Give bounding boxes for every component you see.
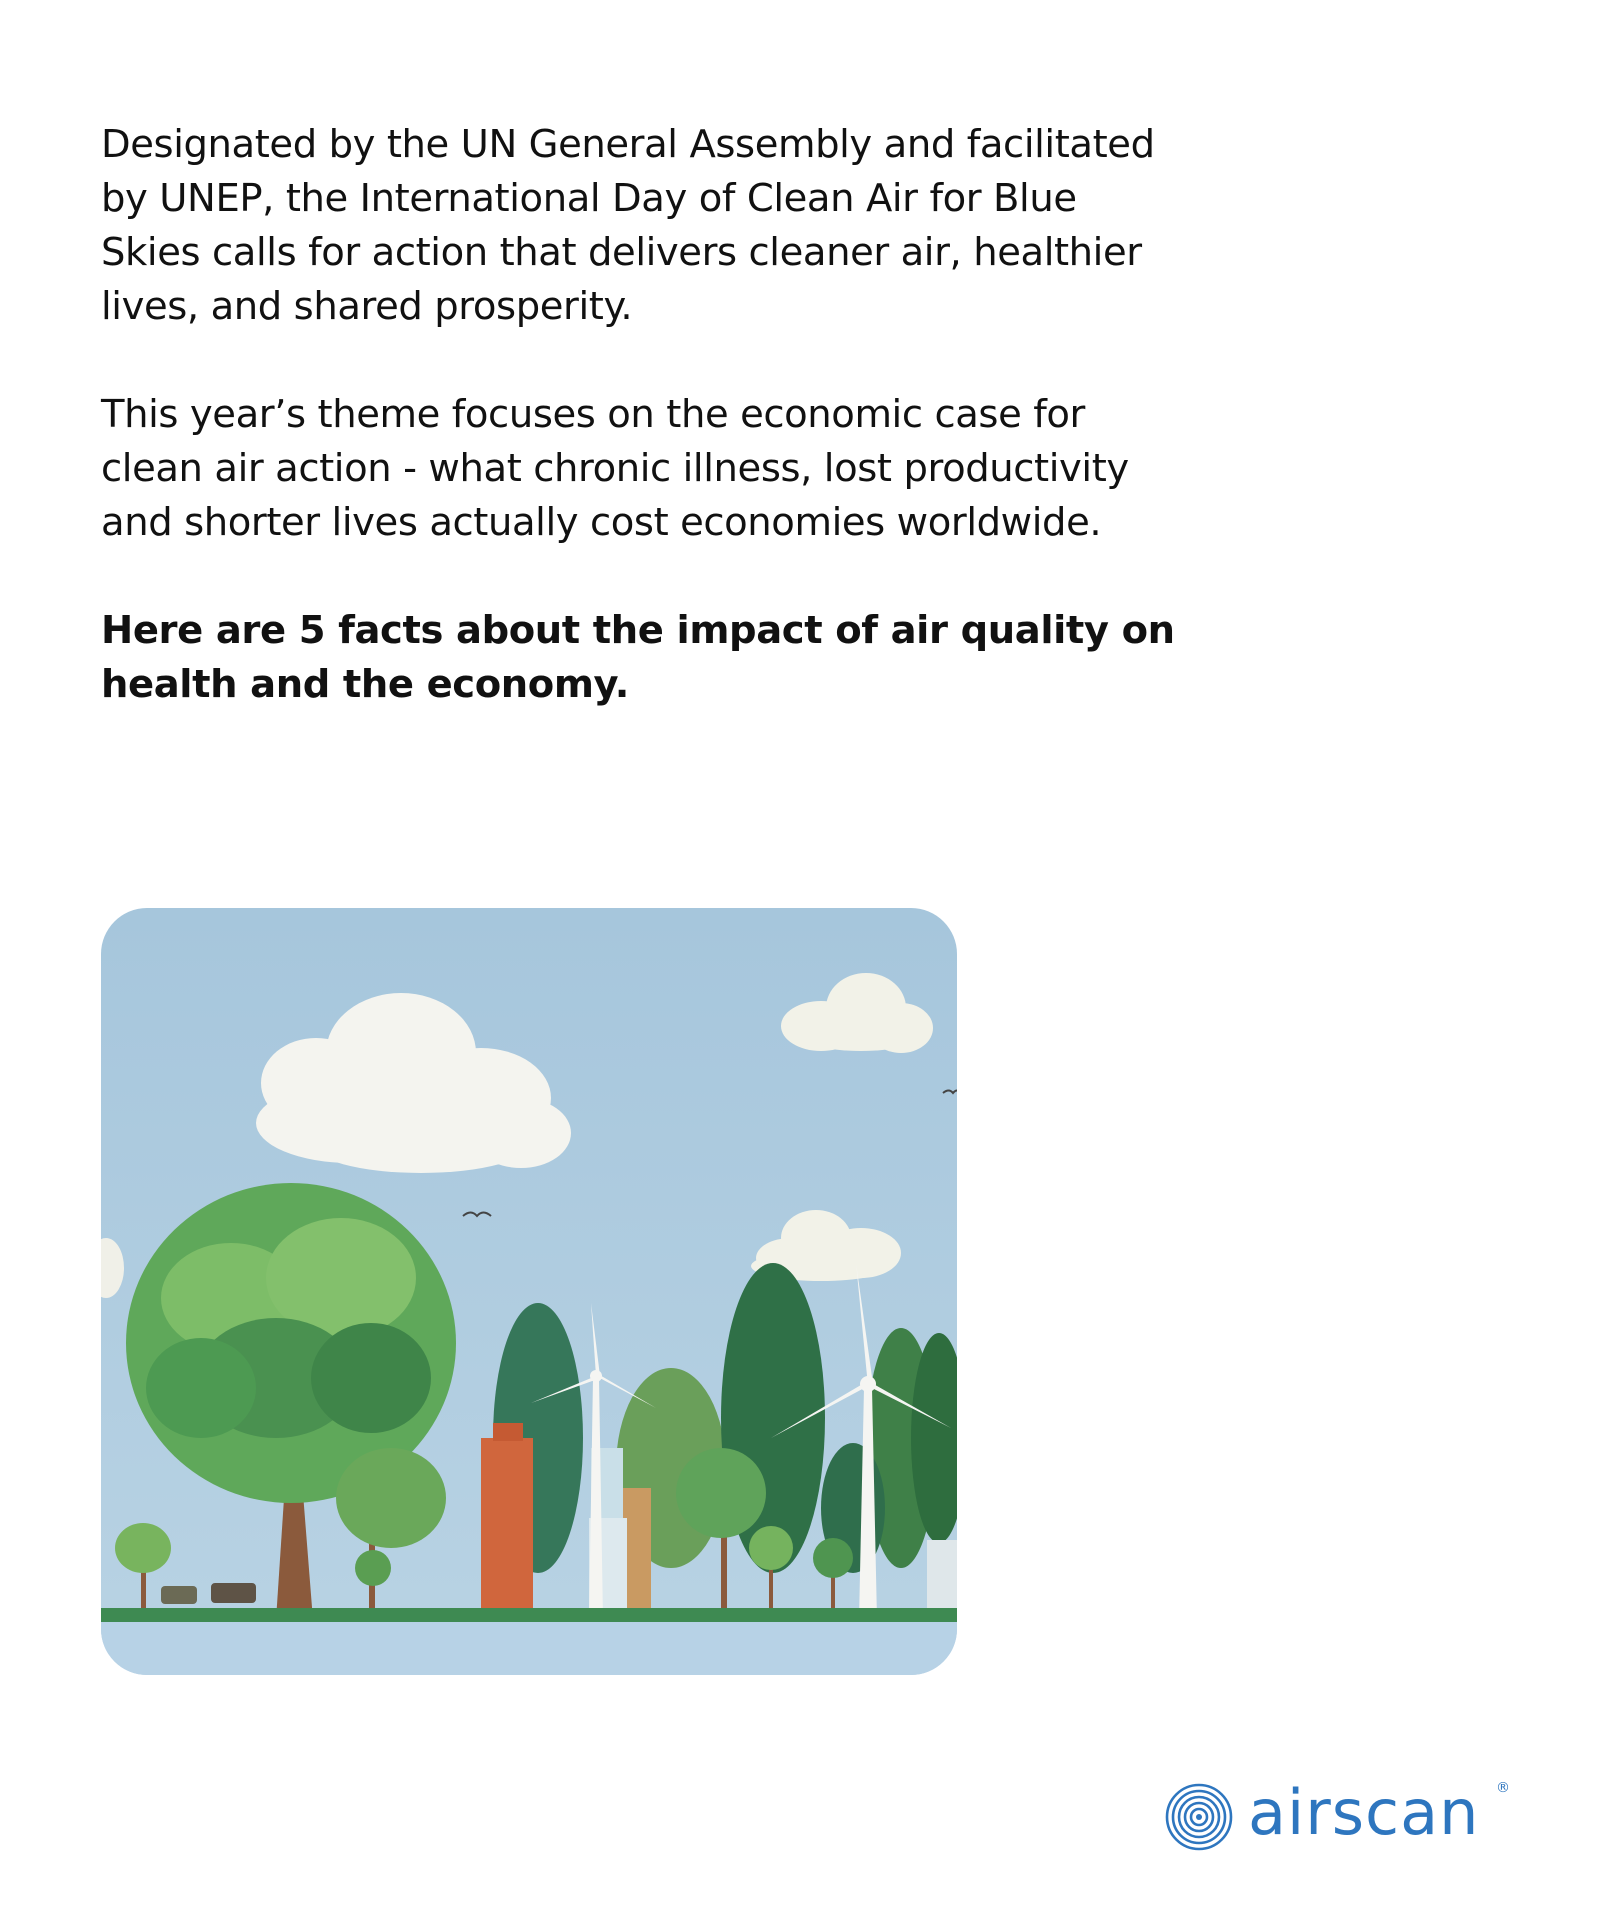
- intro-paragraph: Designated by the UN General Assembly and facilitated by UNEP, the International Day of Clean Air for Blue Skies calls for action that delivers cleaner air, healthier lives, and shared prosperity.: [101, 122, 1155, 329]
- brand-name: airscan: [1248, 1776, 1480, 1849]
- registered-mark: ®: [1496, 1780, 1510, 1796]
- facts-heading: Here are 5 facts about the impact of air quality on health and the economy.: [101, 608, 1175, 707]
- theme-paragraph: This year’s theme focuses on the economic case for clean air action - what chronic illness, lost productivity and shorter lives actually cost economies worldwide.: [101, 392, 1129, 545]
- building-orange: [481, 1423, 533, 1620]
- airscan-logo: [1164, 1776, 1524, 1856]
- intro-text: [101, 118, 1181, 766]
- ground: [101, 1622, 957, 1675]
- grass-strip: [101, 1608, 957, 1622]
- clean-air-city-illustration: [101, 908, 957, 1675]
- fingerprint-icon: [1164, 1782, 1234, 1852]
